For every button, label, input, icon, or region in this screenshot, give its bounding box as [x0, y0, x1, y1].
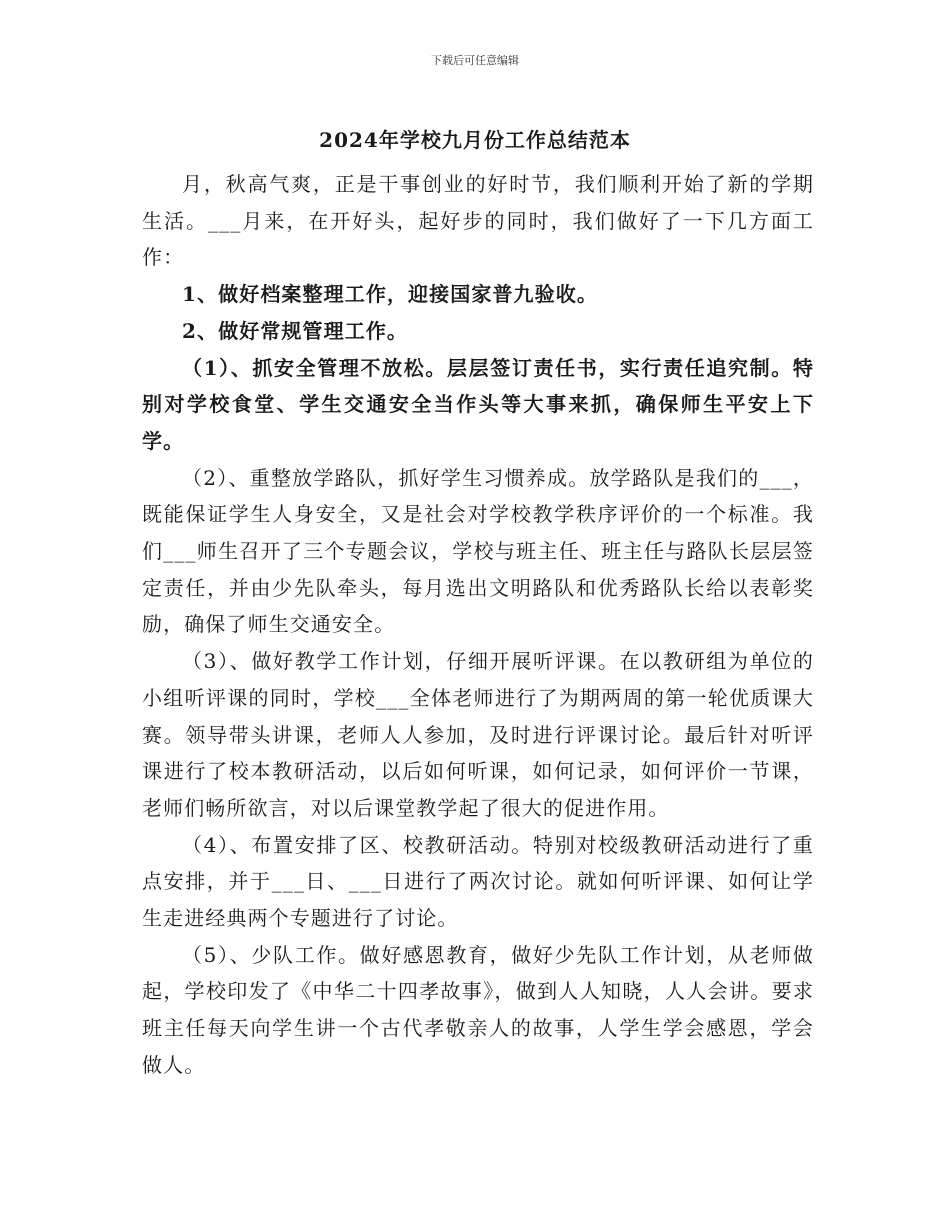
- document-body: [142, 166, 814, 1084]
- paragraph-sub-1: （1）、抓安全管理不放松。层层签订责任书，实行责任追究制。特别对学校食堂、学生交通安全当作头等大事来抓，确保师生平安上下学。: [142, 355, 814, 453]
- paragraph-sub-2: （2）、重整放学路队，抓好学生习惯养成。放学路队是我们的___，既能保证学生人身安全，又是社会对学校教学秩序评价的一个标准。我们___师生召开了三个专题会议，学校与班主任、班主任与路队长层层签定责任，并由少先队牵头，每月选出文明路队和优秀路队长给以表彰奖励，确保了师生交通安全。: [142, 465, 814, 637]
- paragraph-item-2: 2、做好常规管理工作。: [182, 318, 409, 343]
- paragraph-sub-5: （5）、少队工作。做好感恩教育，做好少先队工作计划，从老师做起，学校印发了《中华二十四孝故事》，做到人人知晓，人人会讲。要求班主任每天向学生讲一个古代孝敬亲人的故事，人学生学会感恩，学会做人。: [142, 942, 814, 1077]
- paragraph-item-1: 1、做好档案整理工作，迎接国家普九验收。: [182, 282, 598, 307]
- page-header-note: 下载后可任意编辑: [431, 54, 519, 67]
- paragraph-intro: 月，秋高气爽，正是干事创业的好时节，我们顺利开始了新的学期生活。___月来，在开好头，起好步的同时，我们做好了一下几方面工作：: [142, 172, 814, 270]
- document-title: 2024年学校九月份工作总结范本: [319, 128, 631, 152]
- paragraph-sub-3: （3）、做好教学工作计划，仔细开展听评课。在以教研组为单位的小组听评课的同时，学校___全体老师进行了为期两周的第一轮优质课大赛。领导带头讲课，老师人人参加，及时进行评课讨论。最后针对听评课进行了校本教研活动，以后如何听课，如何记录，如何评价一节课，老师们畅所欲言，对以后课堂教学起了很大的促进作用。: [142, 649, 814, 820]
- paragraph-sub-4: （4）、布置安排了区、校教研活动。特别对校级教研活动进行了重点安排，并于___日、___日进行了两次讨论。就如何听评课、如何让学生走进经典两个专题进行了讨论。: [142, 832, 814, 931]
